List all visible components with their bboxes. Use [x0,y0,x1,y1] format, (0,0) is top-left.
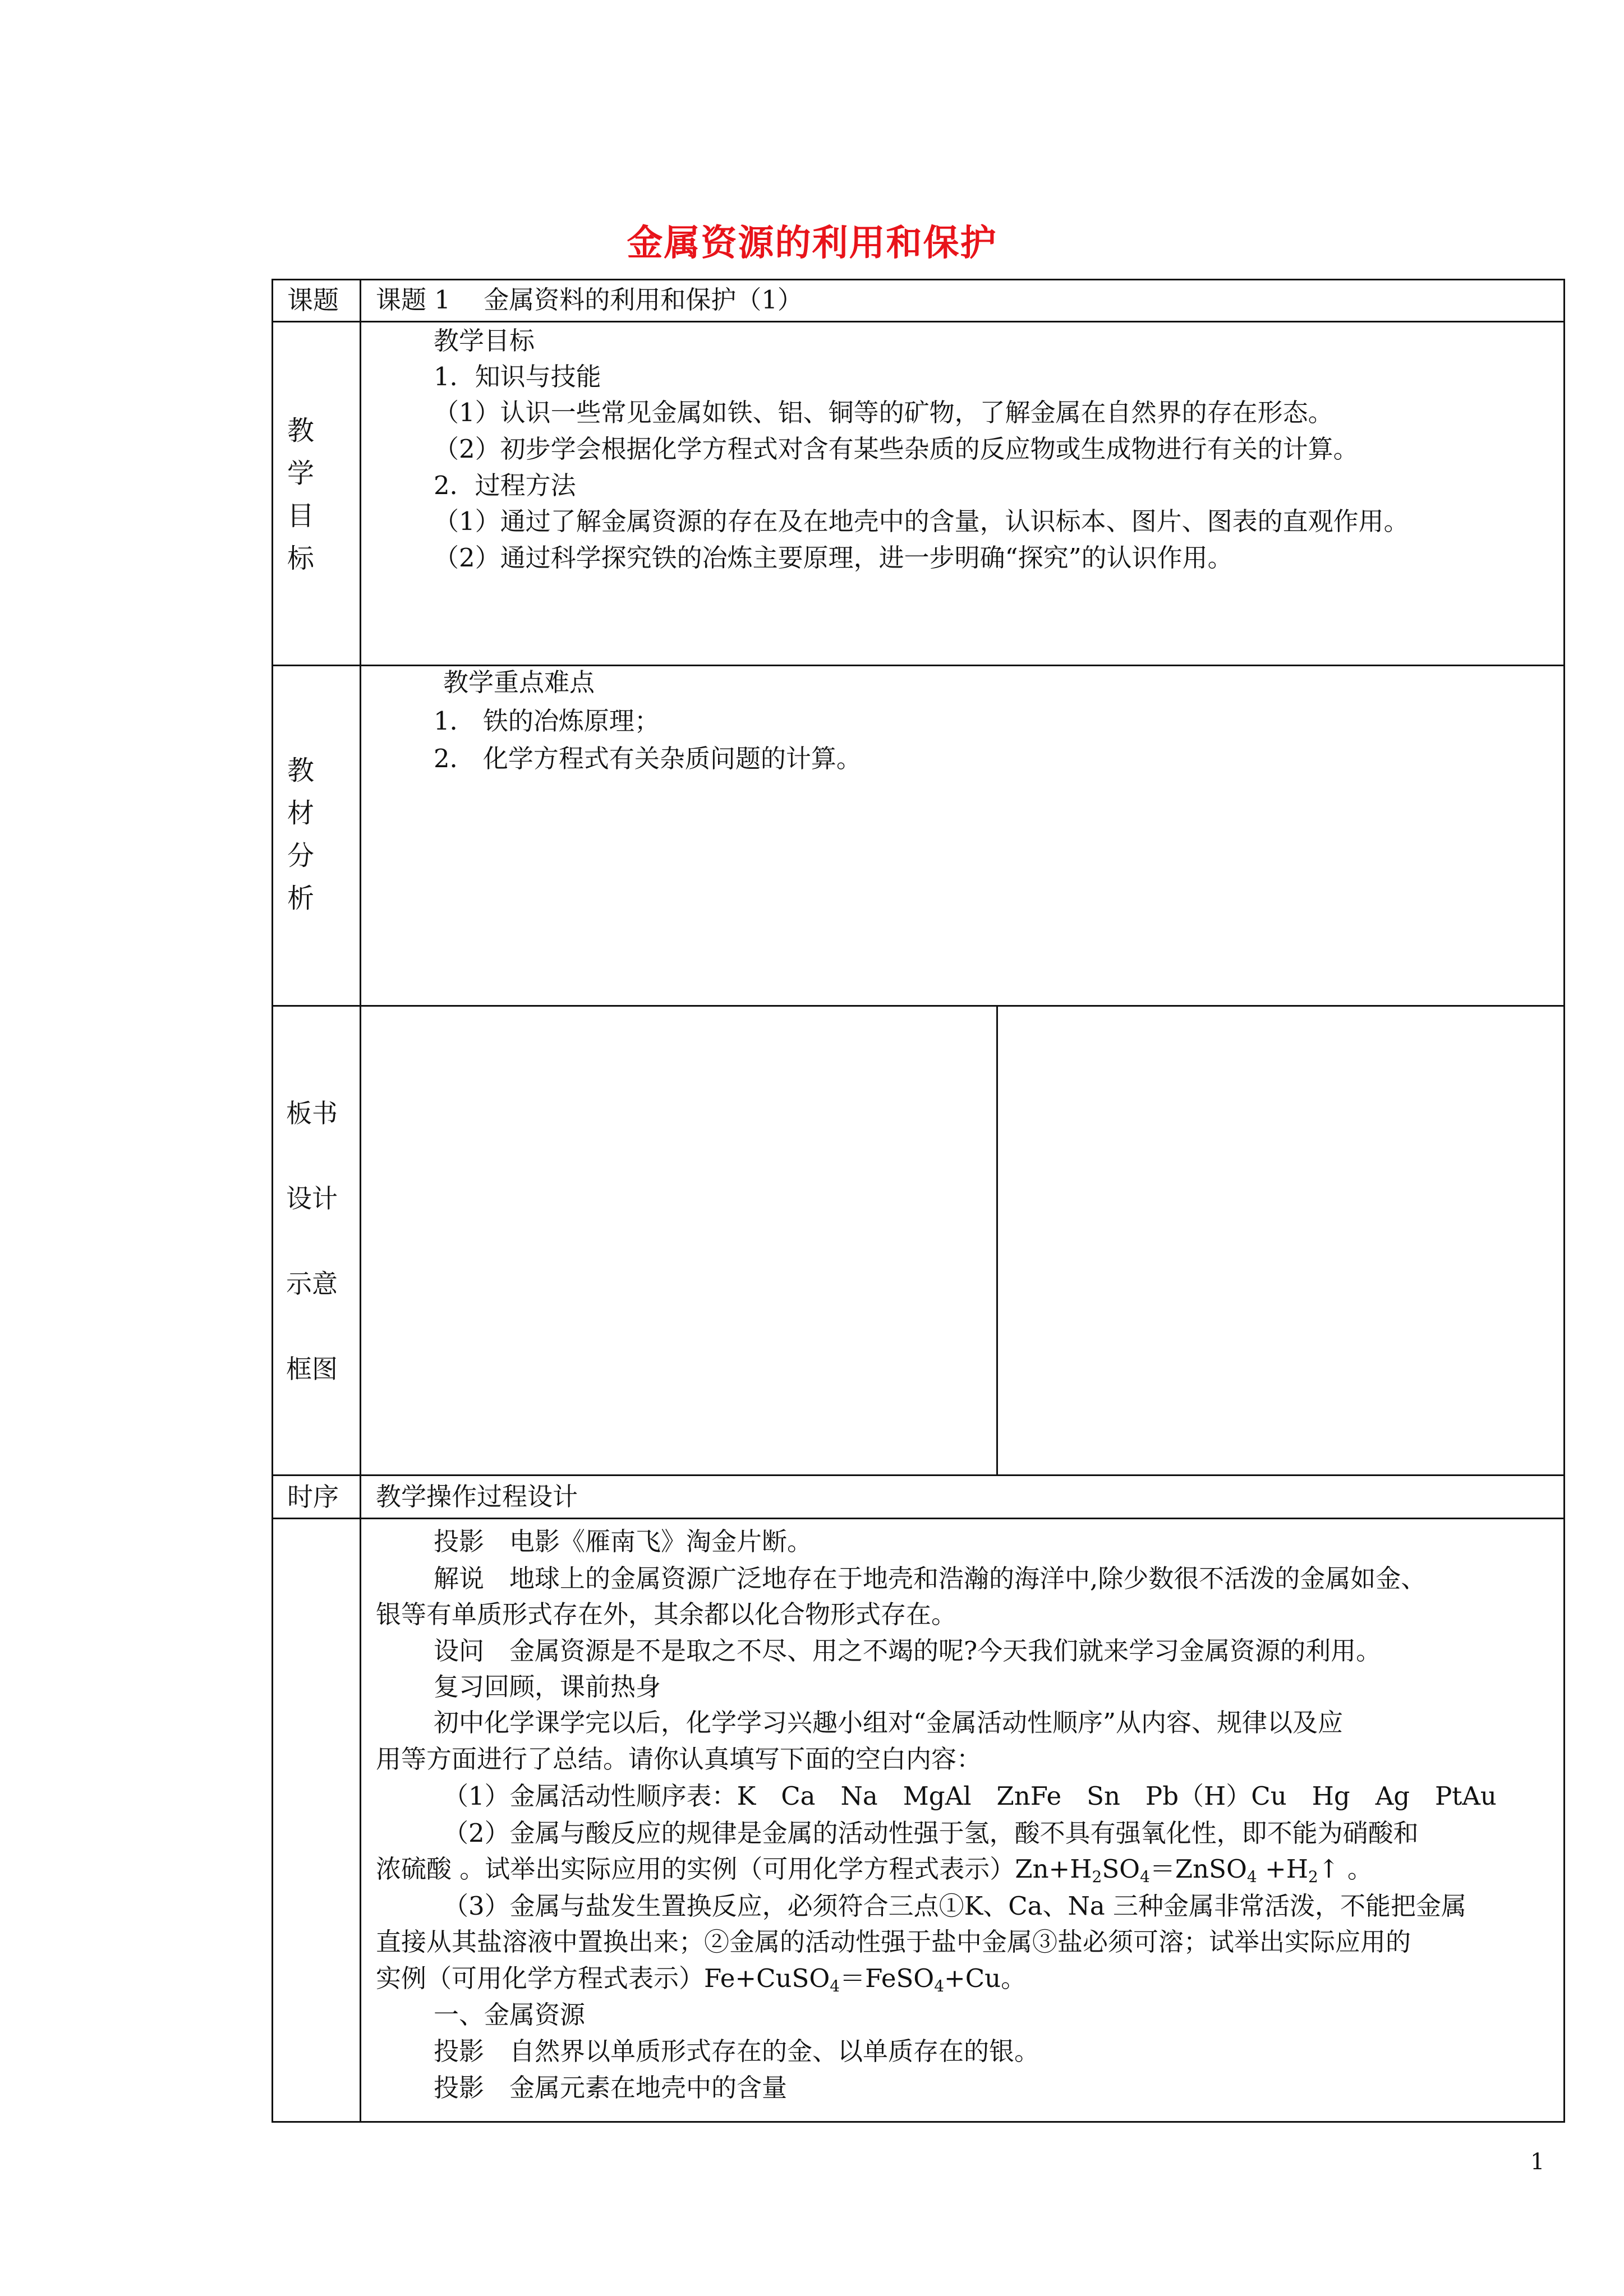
process-line: 初中化学课学完以后，化学学习兴趣小组对“金属活动性顺序”从内容、规律以及应 [434,1708,1344,1737]
row-divider [272,1474,1565,1476]
objectives-line: （1）通过了解金属资源的存在及在地壳中的含量，认识标本、图片、图表的直观作用。 [434,506,1409,536]
objectives-label: 教 学 目 标 [287,415,314,574]
process-line: （2）金属与酸反应的规律是金属的活动性强于氢，酸不具有强氧化性，即不能为硝酸和 [443,1818,1419,1848]
process-line: 浓硫酸 。试举出实际应用的实例（可用化学方程式表示）$Zn+H_2SO_4=ZnSO_4$ $+H_2↑$ 。 [376,1854,1373,1886]
process-line: 投影 金属元素在地壳中的含量 [434,2073,788,2103]
topic-label: 课题 [287,285,339,315]
process-line: 银等有单质形式存在外，其余都以化合物形式存在。 [376,1599,957,1629]
board-label-line: 设计 [286,1183,338,1214]
process-line: 实例（可用化学方程式表示）Fe+CuSO$_4$＝FeSO$_4$+Cu。 [376,1963,1027,1995]
page-number: 1 [1530,2149,1545,2175]
process-line: 解说 地球上的金属资源广泛地存在于地壳和浩瀚的海洋中,除少数很不活泼的金属如金、 [434,1564,1427,1593]
objectives-line: 1．知识与技能 [434,362,601,391]
sequence-label: 时序 [287,1482,339,1512]
process-line: 复习回顾，课前热身 [434,1672,661,1702]
topic-value: 课题 1 金属资料的利用和保护（1） [376,285,803,315]
analysis-line: 2． 化学方程式有关杂质问题的计算。 [434,744,862,773]
process-line: （3）金属与盐发生置换反应，必须符合三点①K、Ca、Na 三种金属非常活泼，不能把金属 [443,1891,1467,1921]
sequence-heading: 教学操作过程设计 [376,1482,578,1511]
page-title: 金属资源的利用和保护 [627,223,997,264]
row-divider [272,665,1565,666]
process-line: 用等方面进行了总结。请你认真填写下面的空白内容： [376,1744,982,1774]
analysis-heading: 教学重点难点 [443,667,595,697]
board-split-divider [996,1005,998,1474]
objectives-line: （2）初步学会根据化学方程式对含有某些杂质的反应物或生成物进行有关的计算。 [434,434,1359,464]
column-divider [360,279,361,2123]
objectives-line: （2）通过科学探究铁的冶炼主要原理，进一步明确“探究”的认识作用。 [434,543,1233,573]
objectives-line: 2．过程方法 [434,471,576,500]
analysis-label: 教 材 分 析 [287,755,314,914]
row-divider [272,321,1565,322]
equation-fe: Fe+CuSO$_4$＝FeSO$_4$+Cu。 [704,1963,1027,1995]
process-line: 设问 金属资源是不是取之不尽、用之不竭的呢?今天我们就来学习金属资源的利用。 [434,1636,1382,1666]
process-line: 投影 自然界以单质形式存在的金、以单质存在的银。 [434,2036,1040,2066]
row-divider [272,1518,1565,1519]
board-label-line: 板书 [286,1098,338,1128]
row-divider [272,1005,1565,1007]
board-label-line: 示意 [286,1269,338,1299]
process-line: 直接从其盐溶液中置换出来；②金属的活动性强于盐中金属③盐必须可溶；试举出实际应用的 [376,1927,1411,1957]
process-line: （1）金属活动性顺序表：K Ca Na MgAl ZnFe Sn Pb（H）Cu Hg Ag PtAu [443,1781,1497,1811]
board-label-line: 框图 [286,1354,338,1384]
objectives-line: （1）认识一些常见金属如铁、铝、铜等的矿物，了解金属在自然界的存在形态。 [434,398,1333,427]
analysis-line: 1． 铁的冶炼原理； [434,706,660,736]
process-line: 一、金属资源 [434,2000,586,2030]
equation-zn: $Zn+H_2SO_4=ZnSO_4$ $+H_2↑$ 。 [1015,1854,1373,1886]
objectives-heading: 教学目标 [434,326,535,356]
process-line: 投影 电影《雁南飞》淘金片断。 [434,1527,813,1556]
